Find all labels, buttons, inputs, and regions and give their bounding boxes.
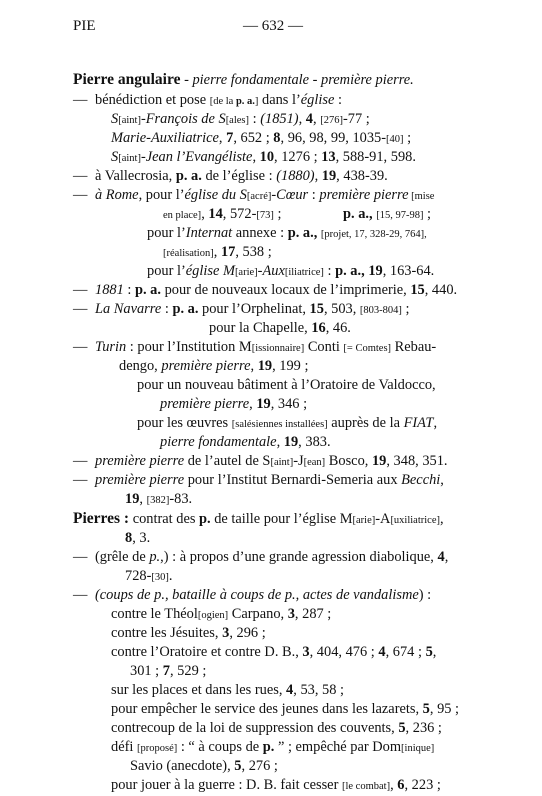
index-line — [163, 205, 281, 225]
line-text: : — [334, 92, 342, 108]
index-line — [111, 624, 266, 642]
index-line — [111, 605, 331, 625]
line-text: , — [313, 111, 321, 127]
line-text: , 1276 ; — [274, 149, 322, 165]
line-text: p. a. — [235, 96, 255, 107]
line-text: [issionnaire] — [251, 343, 305, 354]
line-text: [aint] — [118, 115, 141, 126]
line-text: , — [250, 358, 258, 374]
line-text: pour l’ — [147, 263, 186, 279]
line-text: , 572- — [222, 206, 257, 222]
line-text: ] — [254, 96, 259, 107]
line-text: , — [390, 777, 398, 793]
line-text: : — [308, 187, 320, 203]
line-text: , — [213, 244, 221, 260]
line-text: ” ; empêché par Dom — [274, 739, 402, 755]
line-text: p. a., — [343, 206, 373, 222]
line-text: 5 — [234, 758, 242, 774]
line-text: , pour l’ — [138, 187, 185, 203]
line-text: 3 — [302, 644, 310, 660]
line-text: pour l’Orphelinat, — [198, 301, 310, 317]
line-text: pour de nouveaux locaux de l’imprimerie, — [160, 282, 411, 298]
line-text: contre les Jésuites, — [111, 625, 223, 641]
index-line — [125, 567, 173, 587]
line-text: de l’église : — [201, 168, 277, 184]
line-text: auprès de la — [327, 415, 404, 431]
line-text: , 529 ; — [169, 663, 207, 679]
line-text: [aint] — [270, 457, 294, 468]
line-text: [projet, 17, 328-29, 764], — [320, 229, 427, 240]
line-text: , 53, 58 ; — [293, 682, 345, 698]
line-text: -Jean l’Evangéliste — [140, 149, 253, 165]
line-text: contre l’Oratoire et contre D. B., — [111, 644, 303, 660]
entry-dash: — — [73, 301, 88, 317]
index-line — [73, 510, 444, 530]
line-text: [iliatrice] — [284, 267, 324, 278]
line-text: dengo, — [119, 358, 162, 374]
line-text: , — [298, 111, 306, 127]
line-text: : “ à coups de — [177, 739, 263, 755]
line-text: , 588-91, 598. — [335, 149, 416, 165]
line-text: 10 — [259, 149, 275, 165]
entry-dash: — — [73, 92, 88, 108]
line-text: -Aux — [257, 263, 285, 279]
line-text: (1851) — [260, 111, 299, 127]
line-text: [ogien] — [197, 610, 229, 621]
line-text: , 276 ; — [241, 758, 278, 774]
line-text: pour empêcher le service des jeunes dans les lazarets, — [111, 701, 423, 717]
entry-dash: — — [73, 472, 88, 488]
line-text: 8 — [273, 130, 281, 146]
line-text: [uxiliatrice] — [390, 515, 440, 526]
index-line — [111, 738, 434, 758]
entry-dash: — — [73, 168, 88, 184]
line-text: Becchi — [401, 472, 441, 488]
line-text: (1880) — [276, 168, 315, 184]
index-line — [111, 148, 416, 168]
line-text: Marie-Auxiliatrice — [111, 130, 219, 146]
line-text: à Vallecrosia, — [95, 168, 176, 184]
line-text: 1881 — [95, 282, 124, 298]
line-text: 3 — [287, 606, 295, 622]
entry-dash: — — [73, 453, 88, 469]
line-text: 4 — [437, 549, 445, 565]
index-line — [111, 700, 459, 718]
line-text: , 383. — [298, 434, 331, 450]
line-text: [15, 97-98] — [376, 210, 424, 221]
line-text: en place] — [163, 210, 202, 221]
line-text: 19 — [368, 263, 383, 279]
line-text: , — [432, 644, 437, 660]
index-line — [111, 643, 436, 661]
line-text: [arie] — [234, 267, 258, 278]
index-line — [111, 129, 411, 149]
line-text: Conti — [304, 339, 344, 355]
line-text: 19 — [371, 453, 387, 469]
line-text: 301 ; — [130, 663, 163, 679]
line-text: pour la Chapelle, — [209, 320, 312, 336]
line-text: 15 — [410, 282, 425, 298]
line-text: p. a. — [134, 282, 161, 298]
line-text: -A — [375, 511, 391, 527]
line-text: 17 — [220, 244, 236, 260]
line-text: S — [111, 111, 119, 127]
line-text: 7 — [162, 663, 170, 679]
index-line — [160, 395, 307, 413]
index-line — [111, 719, 442, 737]
line-text: S — [111, 149, 119, 165]
line-text: Pierre angulaire — [73, 71, 181, 88]
line-text: 5 — [398, 720, 406, 736]
line-text: ,) : à propos d’une grande agression diabolique, — [160, 549, 438, 565]
index-line — [95, 167, 388, 185]
index-line — [95, 338, 436, 358]
entry-dash: — — [73, 282, 88, 298]
index-line — [111, 776, 441, 796]
index-line — [137, 414, 437, 434]
line-text: , — [252, 149, 260, 165]
line-text: , 440. — [424, 282, 458, 298]
index-line — [125, 529, 150, 547]
line-text: , 199 ; — [272, 358, 309, 374]
line-text: - — [180, 72, 193, 88]
index-line — [95, 471, 444, 489]
line-text: sur les places et dans les rues, — [111, 682, 287, 698]
index-line — [130, 757, 278, 775]
line-text: : — [161, 301, 173, 317]
index-line — [95, 586, 431, 604]
line-text: de l’autel de S — [184, 453, 271, 469]
index-line — [95, 186, 434, 206]
line-text: : — [249, 111, 261, 127]
line-text: , — [201, 206, 209, 222]
line-text: [acré] — [246, 191, 272, 202]
line-text: Rebau- — [391, 339, 437, 355]
page-number: — 632 — — [243, 18, 303, 34]
line-text: , 46. — [325, 320, 351, 336]
line-text: , 348, 351. — [386, 453, 448, 469]
line-text: Pierres : — [73, 510, 130, 527]
line-text: 13 — [321, 149, 336, 165]
index-line — [147, 262, 434, 282]
line-text: , 3. — [132, 530, 151, 546]
line-text: , 404, 476 ; — [309, 644, 379, 660]
line-text: , 296 ; — [229, 625, 266, 641]
entry-dash: — — [73, 339, 88, 355]
line-text: [inique] — [401, 743, 435, 754]
line-text: [proposé] — [136, 743, 178, 754]
line-text: 19 — [256, 396, 271, 412]
index-line — [73, 71, 414, 89]
line-text: 4 — [378, 644, 386, 660]
line-text: première pierre — [161, 358, 251, 374]
line-text: 19 — [257, 358, 273, 374]
index-line — [111, 110, 370, 130]
line-text: pierre fondamentale — [160, 434, 277, 450]
line-text: La Navarre — [95, 301, 162, 317]
line-text: dans l’ — [258, 92, 301, 108]
line-text: ; — [403, 130, 412, 146]
line-text: -J — [293, 453, 304, 469]
line-text: première pierre — [319, 187, 409, 203]
index-line — [209, 319, 351, 337]
line-text: Bosco, — [325, 453, 372, 469]
line-text: 728- — [125, 568, 152, 584]
line-text: [803-804] — [359, 305, 402, 316]
line-text: , 346 ; — [270, 396, 308, 412]
line-text: (grêle de — [95, 549, 150, 565]
line-text: annexe : — [232, 225, 288, 241]
line-text: [mise — [408, 191, 435, 202]
line-text: , — [440, 511, 444, 527]
line-text: p. — [262, 739, 275, 755]
line-text: : pour l’Institution M — [126, 339, 252, 355]
line-text: , — [314, 168, 322, 184]
index-line — [163, 243, 272, 263]
line-text: p. a. — [175, 168, 202, 184]
line-text: , 438-39. — [336, 168, 388, 184]
line-text: -77 ; — [342, 111, 370, 127]
line-text: -83. — [169, 491, 193, 507]
line-text: Carpano, — [228, 606, 288, 622]
entry-dash: — — [73, 549, 88, 565]
line-text: , 236 ; — [405, 720, 442, 736]
line-text: [de la — [209, 96, 236, 107]
line-text: pour jouer à la guerre : D. B. fait cesser — [111, 777, 342, 793]
line-text: [ales] — [225, 115, 250, 126]
index-line — [125, 490, 192, 510]
line-text: p. — [199, 511, 211, 527]
line-text: [73] — [256, 210, 274, 221]
line-text: église M — [185, 263, 235, 279]
line-text: 19 — [321, 168, 337, 184]
line-text: , 503, — [323, 301, 360, 317]
line-text: [30] — [151, 572, 169, 583]
line-text: [276] — [320, 115, 343, 126]
line-text: contrecoup de la loi de suppression des couvents, — [111, 720, 399, 736]
line-text: 4 — [286, 682, 294, 698]
line-text: : — [323, 263, 336, 279]
line-text: [= Comtes] — [343, 343, 392, 354]
index-line — [137, 376, 436, 394]
line-text: Turin — [95, 339, 127, 355]
line-text: 6 — [397, 777, 405, 793]
line-text: . — [168, 568, 173, 584]
line-text: bénédiction et pose — [95, 92, 210, 108]
line-text: 5 — [425, 644, 433, 660]
line-text: coups de p., bataille à coups de p., actes de vandalisme — [99, 587, 419, 603]
index-line — [147, 224, 427, 244]
line-text: 16 — [311, 320, 326, 336]
line-text: de taille pour l’église M — [210, 511, 353, 527]
line-text: p. — [149, 549, 161, 565]
line-text: à Rome — [95, 187, 139, 203]
line-text: , 287 ; — [294, 606, 332, 622]
line-text: 4 — [305, 111, 313, 127]
line-text: , — [249, 396, 257, 412]
line-text: pour les œuvres — [137, 415, 232, 431]
line-text: , 163-64. — [382, 263, 435, 279]
index-line — [343, 205, 431, 225]
line-text: première pierre — [95, 453, 185, 469]
entry-dash: — — [73, 587, 88, 603]
line-text: 8 — [125, 530, 133, 546]
line-text: Savio (anecdote), — [130, 758, 235, 774]
line-text: 3 — [222, 625, 230, 641]
line-text: 15 — [309, 301, 324, 317]
line-text: p. a. — [172, 301, 199, 317]
line-text: 5 — [422, 701, 430, 717]
index-line — [160, 433, 331, 451]
index-line — [95, 548, 448, 566]
line-text: , — [276, 434, 284, 450]
line-text: ( — [95, 587, 100, 603]
line-text: [salésiennes installées] — [231, 419, 328, 430]
line-text: 19 — [283, 434, 299, 450]
line-text: , 674 ; — [385, 644, 426, 660]
index-line — [95, 91, 342, 111]
line-text: [réalisation] — [163, 248, 214, 259]
line-text: , — [444, 549, 449, 565]
line-text: [aint] — [118, 153, 141, 164]
line-text: FIAT — [403, 415, 434, 431]
line-text: , 652 ; — [233, 130, 274, 146]
line-text: Internat — [185, 225, 233, 241]
line-text: ; — [273, 206, 282, 222]
line-text: : — [123, 282, 135, 298]
line-text: première pierre — [160, 396, 250, 412]
running-head-left: PIE — [73, 18, 96, 34]
line-text: contre le Théol — [111, 606, 198, 622]
line-text: [382] — [146, 495, 170, 506]
line-text: , 96, 98, 99, 1035- — [280, 130, 387, 146]
line-text: , — [440, 472, 444, 488]
index-line — [95, 452, 448, 472]
line-text: contrat des — [129, 511, 200, 527]
line-text: -Cœur — [271, 187, 309, 203]
line-text: ; — [423, 206, 432, 222]
line-text: première pierre — [95, 472, 185, 488]
line-text: , — [139, 491, 147, 507]
line-text: pierre fondamentale - première pierre. — [192, 72, 414, 88]
line-text: pour l’Institut Bernardi-Semeria aux — [184, 472, 402, 488]
line-text: 7 — [226, 130, 234, 146]
line-text: église du S — [184, 187, 247, 203]
index-line — [95, 300, 410, 320]
line-text: p. a., — [335, 263, 365, 279]
line-text: , 95 ; — [429, 701, 460, 717]
line-text: -François de S — [140, 111, 226, 127]
index-line — [119, 357, 308, 375]
line-text: pour un nouveau bâtiment à l’Oratoire de Valdocco, — [137, 377, 436, 393]
line-text: , — [218, 130, 227, 146]
index-line — [130, 662, 206, 680]
line-text: [le combat] — [341, 781, 391, 792]
line-text: p. a., — [287, 225, 318, 241]
line-text: , 538 ; — [235, 244, 272, 260]
index-line — [111, 681, 344, 699]
line-text: , — [433, 415, 438, 431]
entry-dash: — — [73, 187, 88, 203]
line-text: église — [300, 92, 335, 108]
line-text: ; — [401, 301, 410, 317]
line-text: défi — [111, 739, 137, 755]
line-text: ) : — [418, 587, 432, 603]
line-text: [arie] — [352, 515, 376, 526]
line-text: 19 — [125, 491, 140, 507]
index-line — [95, 281, 457, 299]
line-text: [ean] — [303, 457, 326, 468]
line-text: , 223 ; — [404, 777, 441, 793]
line-text: [40] — [386, 134, 404, 145]
line-text: pour l’ — [147, 225, 186, 241]
line-text: 14 — [208, 206, 223, 222]
